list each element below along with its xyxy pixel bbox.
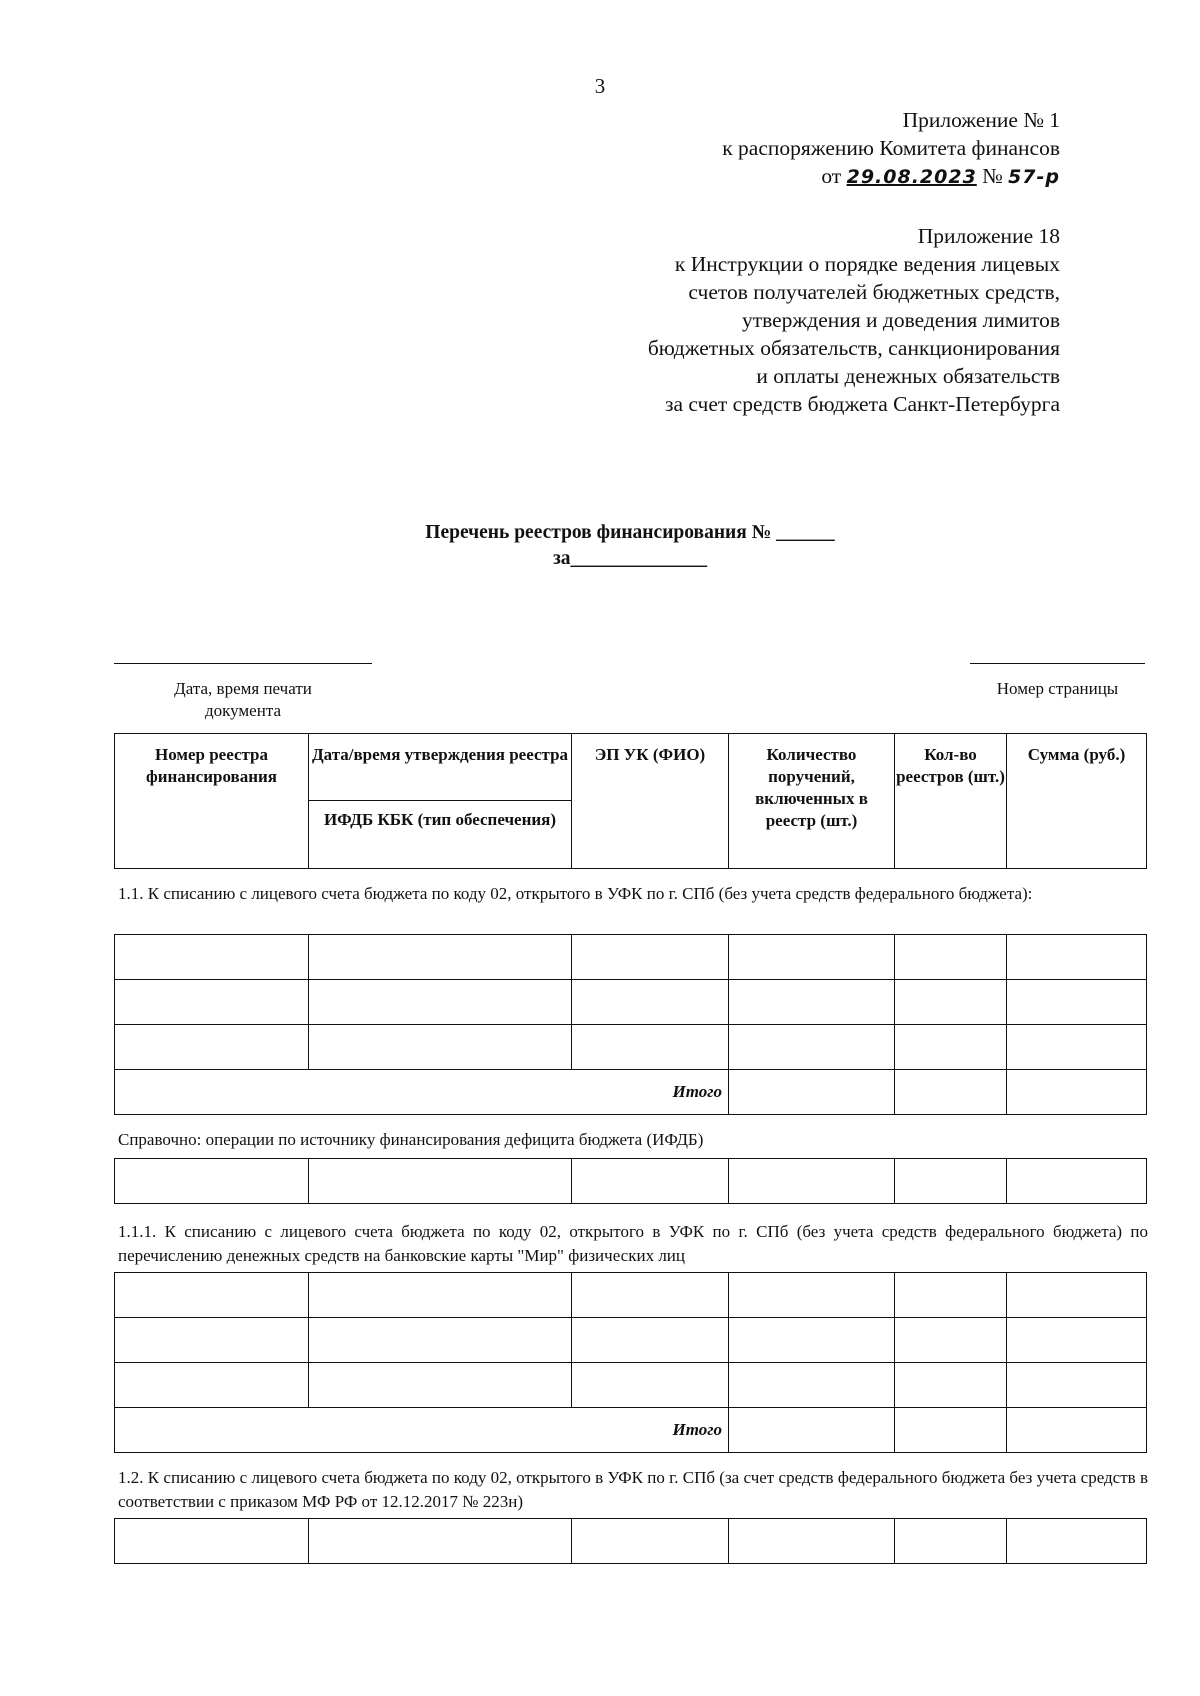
table-cell	[115, 1273, 309, 1318]
table-cell	[1007, 1363, 1147, 1408]
appendix-18-line: за счет средств бюджета Санкт-Петербурга	[665, 392, 1060, 416]
table-row	[115, 1025, 1147, 1070]
table-cell	[115, 935, 309, 980]
header-orders-count: Количество поручений, включенных в реестр (шт.)	[729, 734, 895, 869]
table-cell	[572, 1318, 729, 1363]
table-cell	[115, 1318, 309, 1363]
from-label: от	[821, 164, 842, 188]
page-number-line	[970, 663, 1145, 664]
document-title	[0, 520, 1200, 572]
table-cell	[309, 1318, 572, 1363]
table-cell	[572, 1159, 729, 1204]
table-cell	[309, 1025, 572, 1070]
section-1-1-1-text: 1.1.1. К списанию с лицевого счета бюджета по коду 02, открытого в УФК по г. СПб (без учета средств федерального бюджета) по перечислению денежных средств на банковские карты "Мир" физических лиц	[118, 1222, 1148, 1265]
table-row	[115, 1363, 1147, 1408]
table-cell	[572, 935, 729, 980]
table-cell	[572, 1025, 729, 1070]
handwritten-number: 57-р	[1008, 166, 1060, 188]
table-cell	[115, 1159, 309, 1204]
section-1-2-text: 1.2. К списанию с лицевого счета бюджета по коду 02, открытого в УФК по г. СПб (за счет средств федерального бюджета без учета средств в соответствии с приказом МФ РФ от 12.12.2017 № 223н)	[118, 1468, 1148, 1511]
total-label: Итого	[115, 1070, 729, 1115]
table-cell	[729, 980, 895, 1025]
title-line-1: Перечень реестров финансирования № ______	[425, 522, 835, 543]
table-cell	[895, 1070, 1007, 1115]
table-cell	[1007, 1318, 1147, 1363]
table-row	[115, 1159, 1147, 1204]
header-registry-number: Номер реестра финансирования	[115, 734, 309, 869]
print-date-caption	[114, 678, 372, 722]
table-cell	[729, 1519, 895, 1564]
table-cell	[729, 1070, 895, 1115]
handwritten-date: 29.08.2023	[846, 166, 977, 188]
table-cell	[115, 1363, 309, 1408]
table-row	[115, 1273, 1147, 1318]
total-row	[115, 1408, 1147, 1453]
appendix-18-line: Приложение 18	[917, 224, 1060, 248]
table-cell	[1007, 1070, 1147, 1115]
table-cell	[895, 1273, 1007, 1318]
header-approval-datetime: Дата/время утверждения реестра	[309, 734, 572, 801]
header-registries-count: Кол-во реестров (шт.)	[895, 734, 1007, 869]
table-row	[115, 980, 1147, 1025]
table-cell	[729, 1159, 895, 1204]
table-cell	[729, 1273, 895, 1318]
header-sum: Сумма (руб.)	[1007, 734, 1147, 869]
table-cell	[1007, 1025, 1147, 1070]
table-cell	[309, 1519, 572, 1564]
appendix-1-title: Приложение № 1	[902, 108, 1060, 132]
appendix-18-line: бюджетных обязательств, санкционирования	[647, 336, 1060, 360]
section-1-1-1-table	[114, 1272, 1147, 1453]
number-label: №	[982, 164, 1003, 188]
header-ep-uk: ЭП УК (ФИО)	[572, 734, 729, 869]
table-cell	[572, 1519, 729, 1564]
page-number: 3	[594, 74, 606, 98]
table-cell	[729, 1408, 895, 1453]
appendix-1-date-line	[722, 162, 1060, 191]
appendix-18-block	[648, 222, 1060, 418]
print-date-line	[114, 663, 372, 664]
table-cell	[729, 1363, 895, 1408]
table-cell	[895, 980, 1007, 1025]
print-date-caption-line-2: документа	[204, 701, 282, 720]
table-cell	[115, 1025, 309, 1070]
section-1-2-table	[114, 1518, 1147, 1564]
table-cell	[572, 1363, 729, 1408]
table-cell	[309, 1159, 572, 1204]
table-row	[115, 1318, 1147, 1363]
table-cell	[309, 1273, 572, 1318]
reference-ifdb-text: Справочно: операции по источнику финансирования дефицита бюджета (ИФДБ)	[118, 1130, 704, 1149]
title-line-2: за______________	[552, 548, 708, 569]
section-1-1-table	[114, 934, 1147, 1115]
table-cell	[1007, 1273, 1147, 1318]
table-cell	[895, 935, 1007, 980]
reference-ifdb-table	[114, 1158, 1147, 1204]
table-cell	[115, 980, 309, 1025]
page-number-caption: Номер страницы	[996, 679, 1119, 698]
table-cell	[1007, 1159, 1147, 1204]
table-cell	[1007, 935, 1147, 980]
section-1-1-text: 1.1. К списанию с лицевого счета бюджета по коду 02, открытого в УФК по г. СПб (без учета средств федерального бюджета):	[118, 884, 1033, 903]
appendix-18-line: и оплаты денежных обязательств	[756, 364, 1060, 388]
table-cell	[309, 980, 572, 1025]
table-cell	[895, 1408, 1007, 1453]
total-row	[115, 1070, 1147, 1115]
table-cell	[729, 1025, 895, 1070]
table-cell	[572, 980, 729, 1025]
appendix-18-line: счетов получателей бюджетных средств,	[688, 280, 1060, 304]
header-ifdb-kbk: ИФДБ КБК (тип обеспечения)	[309, 801, 572, 869]
total-label: Итого	[115, 1408, 729, 1453]
table-cell	[309, 1363, 572, 1408]
table-cell	[572, 1273, 729, 1318]
table-cell	[115, 1519, 309, 1564]
table-cell	[729, 1318, 895, 1363]
table-row	[115, 935, 1147, 980]
table-cell	[1007, 1408, 1147, 1453]
table-cell	[1007, 1519, 1147, 1564]
appendix-1-order: к распоряжению Комитета финансов	[722, 136, 1060, 160]
table-row	[115, 1519, 1147, 1564]
table-cell	[729, 935, 895, 980]
table-cell	[895, 1519, 1007, 1564]
appendix-18-line: утверждения и доведения лимитов	[741, 308, 1060, 332]
table-cell	[1007, 980, 1147, 1025]
table-cell	[309, 935, 572, 980]
appendix-18-line: к Инструкции о порядке ведения лицевых	[674, 252, 1060, 276]
table-cell	[895, 1363, 1007, 1408]
table-cell	[895, 1318, 1007, 1363]
appendix-1-block	[722, 106, 1060, 191]
print-date-caption-line-1: Дата, время печати	[174, 679, 312, 698]
header-table	[114, 733, 1147, 869]
table-cell	[895, 1159, 1007, 1204]
table-cell	[895, 1025, 1007, 1070]
